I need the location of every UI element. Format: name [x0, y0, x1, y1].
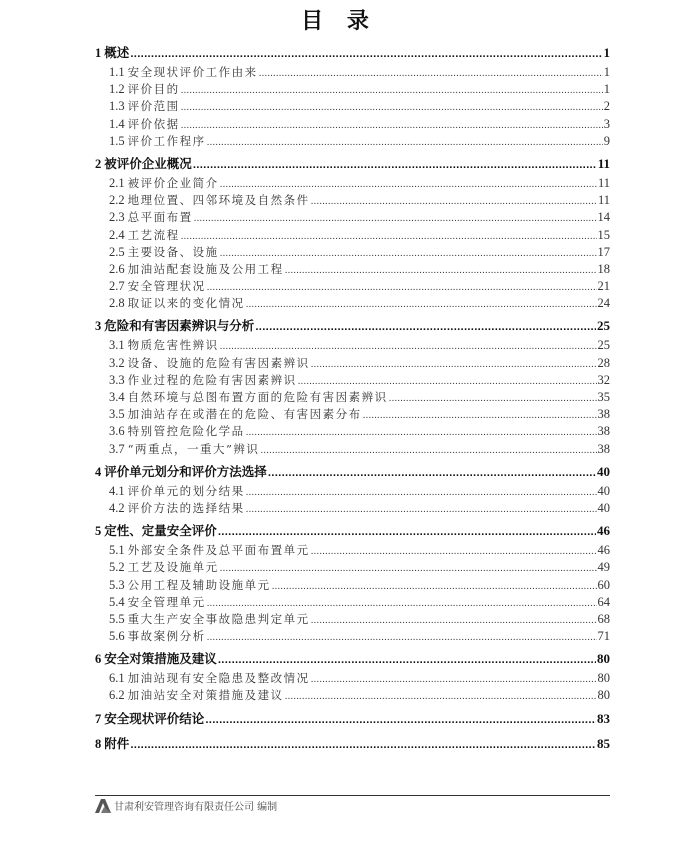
toc-section-page-number: 28	[597, 355, 610, 370]
toc-chapter-title: 安全现状评价结论	[104, 710, 205, 726]
toc-chapter-label	[95, 708, 204, 730]
toc-section[interactable]	[95, 441, 610, 458]
toc-chapter-page-number: 11	[597, 155, 610, 171]
toc-section-title: 作业过程的危险有害因素辨识	[127, 372, 297, 387]
toc-section-page-number: 21	[597, 279, 610, 294]
toc-section-title: 自然环境与总图布置方面的危险有害因素辨识	[127, 390, 388, 404]
toc-section-label	[109, 372, 297, 389]
toc-section-number: 3.7	[109, 441, 125, 456]
toc-section-label	[109, 355, 310, 372]
toc-chapter-label	[95, 520, 217, 542]
toc-section-title: 安全管理单元	[127, 594, 206, 609]
toc-section-page-number: 80	[597, 671, 610, 686]
toc-section-title: 事故案例分析	[127, 629, 206, 644]
toc-section-title: 评价单元的划分结果	[127, 483, 245, 498]
toc-section-number: 5.3	[109, 577, 125, 592]
toc-section[interactable]	[95, 81, 610, 98]
toc-section[interactable]	[95, 483, 610, 500]
toc-chapter-number: 4	[95, 464, 102, 479]
toc-section-number: 5.2	[109, 560, 125, 575]
toc-chapter-title: 评价单元划分和评价方法选择	[104, 463, 267, 479]
toc-section-label	[109, 542, 310, 559]
toc-section-title: 主要设备、设施	[127, 244, 219, 259]
toc-section-label	[109, 244, 219, 261]
dot-leader	[130, 733, 596, 757]
company-logo-icon	[95, 799, 111, 813]
toc-section-number: 5.6	[109, 629, 125, 644]
toc-section-number: 2.1	[109, 175, 125, 190]
toc-section-label	[109, 278, 206, 295]
toc-chapter-label	[95, 648, 217, 670]
toc-section-number: 3.1	[109, 338, 125, 353]
toc-section-page-number: 17	[597, 244, 610, 259]
toc-section[interactable]	[95, 244, 610, 261]
toc-section-page-number: 2	[603, 99, 610, 114]
toc-section-page-number: 32	[597, 372, 610, 387]
toc-section-number: 2.2	[109, 193, 125, 208]
toc-section-page-number: 80	[597, 688, 610, 703]
toc-chapter-title: 定性、定量安全评价	[104, 523, 217, 539]
toc-chapter-page-number: 83	[597, 710, 610, 726]
toc-section-page-number: 38	[597, 441, 610, 456]
toc-section-label	[109, 227, 180, 244]
toc-section[interactable]	[95, 389, 610, 406]
toc-section-number: 3.2	[109, 355, 125, 370]
dot-leader	[218, 520, 596, 544]
dot-leader	[205, 708, 596, 732]
toc-section-label	[109, 116, 180, 133]
toc-chapter[interactable]	[95, 733, 610, 755]
toc-section[interactable]	[95, 628, 610, 645]
toc-section-label	[109, 295, 245, 312]
dot-leader	[130, 42, 602, 66]
toc-section[interactable]	[95, 500, 610, 517]
dot-leader	[246, 500, 597, 519]
toc-chapter[interactable]	[95, 708, 610, 730]
toc-section-label	[109, 192, 310, 209]
footer	[95, 798, 277, 813]
toc-section-title: 评价目的	[127, 82, 180, 97]
toc-section-label	[109, 670, 310, 687]
toc-section-title: 安全现状评价工作由来	[127, 65, 258, 79]
toc-section[interactable]	[95, 192, 610, 209]
toc-section-page-number: 11	[597, 175, 610, 190]
toc-section-label	[109, 389, 388, 406]
toc-section-label	[109, 406, 362, 423]
toc-section-page-number: 3	[603, 116, 610, 131]
table-of-contents	[95, 39, 610, 755]
toc-section-number: 1.2	[109, 82, 125, 97]
toc-chapter-page-number: 85	[597, 735, 610, 751]
toc-section-page-number: 35	[597, 390, 610, 404]
toc-section-title: 加油站配套设施及公用工程	[127, 261, 284, 276]
toc-section-title: 工艺及设施单元	[127, 560, 219, 575]
toc-chapter[interactable]	[95, 42, 610, 64]
toc-section-number: 5.1	[109, 543, 125, 558]
toc-section-title: 工艺流程	[127, 227, 180, 242]
toc-section[interactable]	[95, 278, 610, 295]
toc-chapter-title: 安全对策措施及建议	[104, 651, 217, 667]
toc-section-title: 加油站现有安全隐患及整改情况	[127, 671, 310, 686]
toc-section-title: 安全管理状况	[127, 279, 206, 294]
toc-section-label	[109, 423, 245, 440]
toc-section-label	[109, 209, 193, 226]
toc-section-title: 外部安全条件及总平面布置单元	[127, 543, 310, 558]
toc-section-page-number: 38	[597, 407, 610, 422]
toc-section[interactable]	[95, 670, 610, 687]
toc-section[interactable]	[95, 687, 610, 704]
toc-section-label	[109, 559, 219, 576]
toc-section-number: 5.4	[109, 594, 125, 609]
page-title: 目 录	[301, 9, 377, 34]
toc-section-page-number: 60	[597, 577, 610, 592]
toc-section-number: 1.1	[109, 65, 125, 79]
toc-section-title: 地理位置、四邻环境及自然条件	[127, 193, 310, 208]
toc-chapter-number: 7	[95, 711, 102, 726]
toc-chapter-number: 1	[95, 46, 102, 60]
toc-chapter-page-number: 1	[603, 45, 610, 60]
toc-chapter-page-number: 46	[597, 523, 610, 539]
toc-section-title: 被评价企业简介	[127, 175, 219, 190]
toc-chapter-title: 被评价企业概况	[104, 155, 192, 171]
toc-section-label	[109, 64, 258, 81]
toc-chapter-number: 6	[95, 652, 102, 667]
toc-section[interactable]	[95, 261, 610, 278]
toc-chapter[interactable]	[95, 461, 610, 483]
toc-chapter-number: 2	[95, 156, 102, 171]
toc-section-number: 4.1	[109, 483, 125, 498]
toc-section-page-number: 25	[597, 338, 610, 353]
toc-section-title: 评价范围	[127, 99, 180, 114]
toc-section-title: 物质危害性辨识	[127, 338, 219, 353]
toc-section-title: 加油站安全对策措施及建议	[127, 688, 284, 703]
toc-chapter-label	[95, 153, 192, 175]
toc-chapter-page-number: 80	[597, 651, 610, 667]
toc-section-page-number: 68	[597, 611, 610, 626]
toc-section-page-number: 71	[597, 629, 610, 644]
toc-section-title: 特别管控危险化学品	[127, 424, 245, 439]
toc-section-title: 取证以来的变化情况	[127, 296, 245, 311]
toc-section-page-number: 46	[597, 543, 610, 558]
toc-section-label	[109, 175, 219, 192]
toc-section-title: 评价方法的选择结果	[127, 500, 245, 515]
toc-section-page-number: 1	[603, 65, 610, 79]
toc-section-title: 评价依据	[127, 116, 180, 131]
toc-section-page-number: 18	[597, 261, 610, 276]
footer-divider	[95, 795, 610, 796]
toc-section-label	[109, 611, 310, 628]
toc-section[interactable]	[95, 295, 610, 312]
toc-section-number: 5.5	[109, 611, 125, 626]
toc-section[interactable]	[95, 594, 610, 611]
dot-leader	[193, 153, 597, 177]
toc-section-number: 3.4	[109, 390, 125, 404]
toc-chapter-page-number: 40	[597, 463, 610, 479]
toc-section[interactable]	[95, 116, 610, 133]
toc-section-title: 总平面布置	[127, 210, 193, 225]
toc-section-label	[109, 483, 245, 500]
toc-section-number: 1.3	[109, 99, 125, 114]
toc-section-number: 1.5	[109, 133, 125, 148]
toc-section-label	[109, 81, 180, 98]
toc-section-label	[109, 133, 206, 150]
toc-section-number: 6.1	[109, 671, 125, 686]
toc-section[interactable]	[95, 227, 610, 244]
toc-section-page-number: 64	[597, 594, 610, 609]
toc-section-title: 加油站存在或潜在的危险、有害因素分布	[127, 407, 362, 422]
toc-section-page-number: 15	[597, 227, 610, 242]
toc-section[interactable]	[95, 577, 610, 594]
toc-chapter-label	[95, 315, 254, 337]
toc-chapter-title: 附件	[104, 735, 130, 751]
toc-section-number: 2.5	[109, 244, 125, 259]
toc-section[interactable]	[95, 372, 610, 389]
toc-section[interactable]	[95, 209, 610, 226]
dot-leader	[255, 315, 596, 339]
dot-leader	[246, 295, 597, 314]
toc-section-number: 2.3	[109, 210, 125, 225]
toc-chapter[interactable]	[95, 648, 610, 670]
toc-section-page-number: 11	[597, 193, 610, 208]
toc-section-number: 1.4	[109, 116, 125, 131]
dot-leader	[218, 648, 596, 672]
toc-section[interactable]	[95, 337, 610, 354]
toc-section[interactable]	[95, 64, 610, 81]
toc-chapter-title: 概述	[104, 45, 130, 60]
dot-leader	[260, 441, 596, 460]
toc-section-number: 3.5	[109, 407, 125, 422]
toc-section-number: 2.4	[109, 227, 125, 242]
toc-section-page-number: 9	[603, 133, 610, 148]
toc-section-page-number: 49	[597, 560, 610, 575]
toc-section[interactable]	[95, 611, 610, 628]
toc-section-title: 设备、设施的危险有害因素辨识	[127, 355, 310, 370]
toc-section-title: 公用工程及辅助设施单元	[127, 577, 271, 592]
toc-section-label	[109, 594, 206, 611]
dot-leader	[207, 628, 597, 647]
toc-section[interactable]	[95, 542, 610, 559]
toc-section-label	[109, 687, 284, 704]
toc-section-page-number: 1	[603, 82, 610, 97]
toc-section-label	[109, 441, 259, 458]
toc-section[interactable]	[95, 133, 610, 150]
toc-section-number: 4.2	[109, 500, 125, 515]
toc-section-label	[109, 500, 245, 517]
toc-chapter[interactable]	[95, 315, 610, 337]
toc-chapter[interactable]	[95, 520, 610, 542]
toc-section-title: 重大生产安全事故隐患判定单元	[127, 611, 310, 626]
toc-section[interactable]	[95, 98, 610, 115]
toc-section[interactable]	[95, 559, 610, 576]
toc-chapter-number: 8	[95, 736, 102, 751]
toc-chapter-label	[95, 733, 129, 755]
toc-section-number: 6.2	[109, 688, 125, 703]
toc-section-number: 3.6	[109, 424, 125, 439]
toc-section-number: 2.8	[109, 296, 125, 311]
toc-section-title: 评价工作程序	[127, 133, 206, 148]
toc-chapter-label	[95, 42, 129, 64]
toc-section[interactable]	[95, 355, 610, 372]
toc-section-title: “两重点，一重大”辨识	[127, 441, 260, 456]
toc-section-number: 2.7	[109, 279, 125, 294]
dot-leader	[285, 687, 597, 706]
toc-section-label	[109, 628, 206, 645]
toc-chapter[interactable]	[95, 153, 610, 175]
toc-chapter-label	[95, 461, 267, 483]
toc-section-label	[109, 577, 271, 594]
dot-leader	[207, 133, 603, 152]
toc-section[interactable]	[95, 406, 610, 423]
toc-section-number: 2.6	[109, 261, 125, 276]
toc-chapter-number: 5	[95, 524, 102, 539]
toc-section-label	[109, 98, 180, 115]
toc-section-page-number: 40	[597, 483, 610, 498]
toc-chapter-number: 3	[95, 319, 102, 334]
toc-chapter-title: 危险和有害因素辨识与分析	[104, 318, 255, 334]
toc-section-label	[109, 261, 284, 278]
toc-section[interactable]	[95, 175, 610, 192]
toc-section-page-number: 14	[597, 210, 610, 225]
toc-section-page-number: 38	[597, 424, 610, 439]
toc-section-page-number: 40	[597, 500, 610, 515]
toc-chapter-page-number: 25	[597, 318, 610, 334]
toc-section-number: 3.3	[109, 372, 125, 387]
toc-section[interactable]	[95, 423, 610, 440]
toc-section-page-number: 24	[597, 296, 610, 311]
toc-section-label	[109, 337, 219, 354]
footer-text: 甘肃利安管理咨询有限责任公司 编制	[114, 802, 278, 813]
dot-leader	[268, 461, 596, 485]
